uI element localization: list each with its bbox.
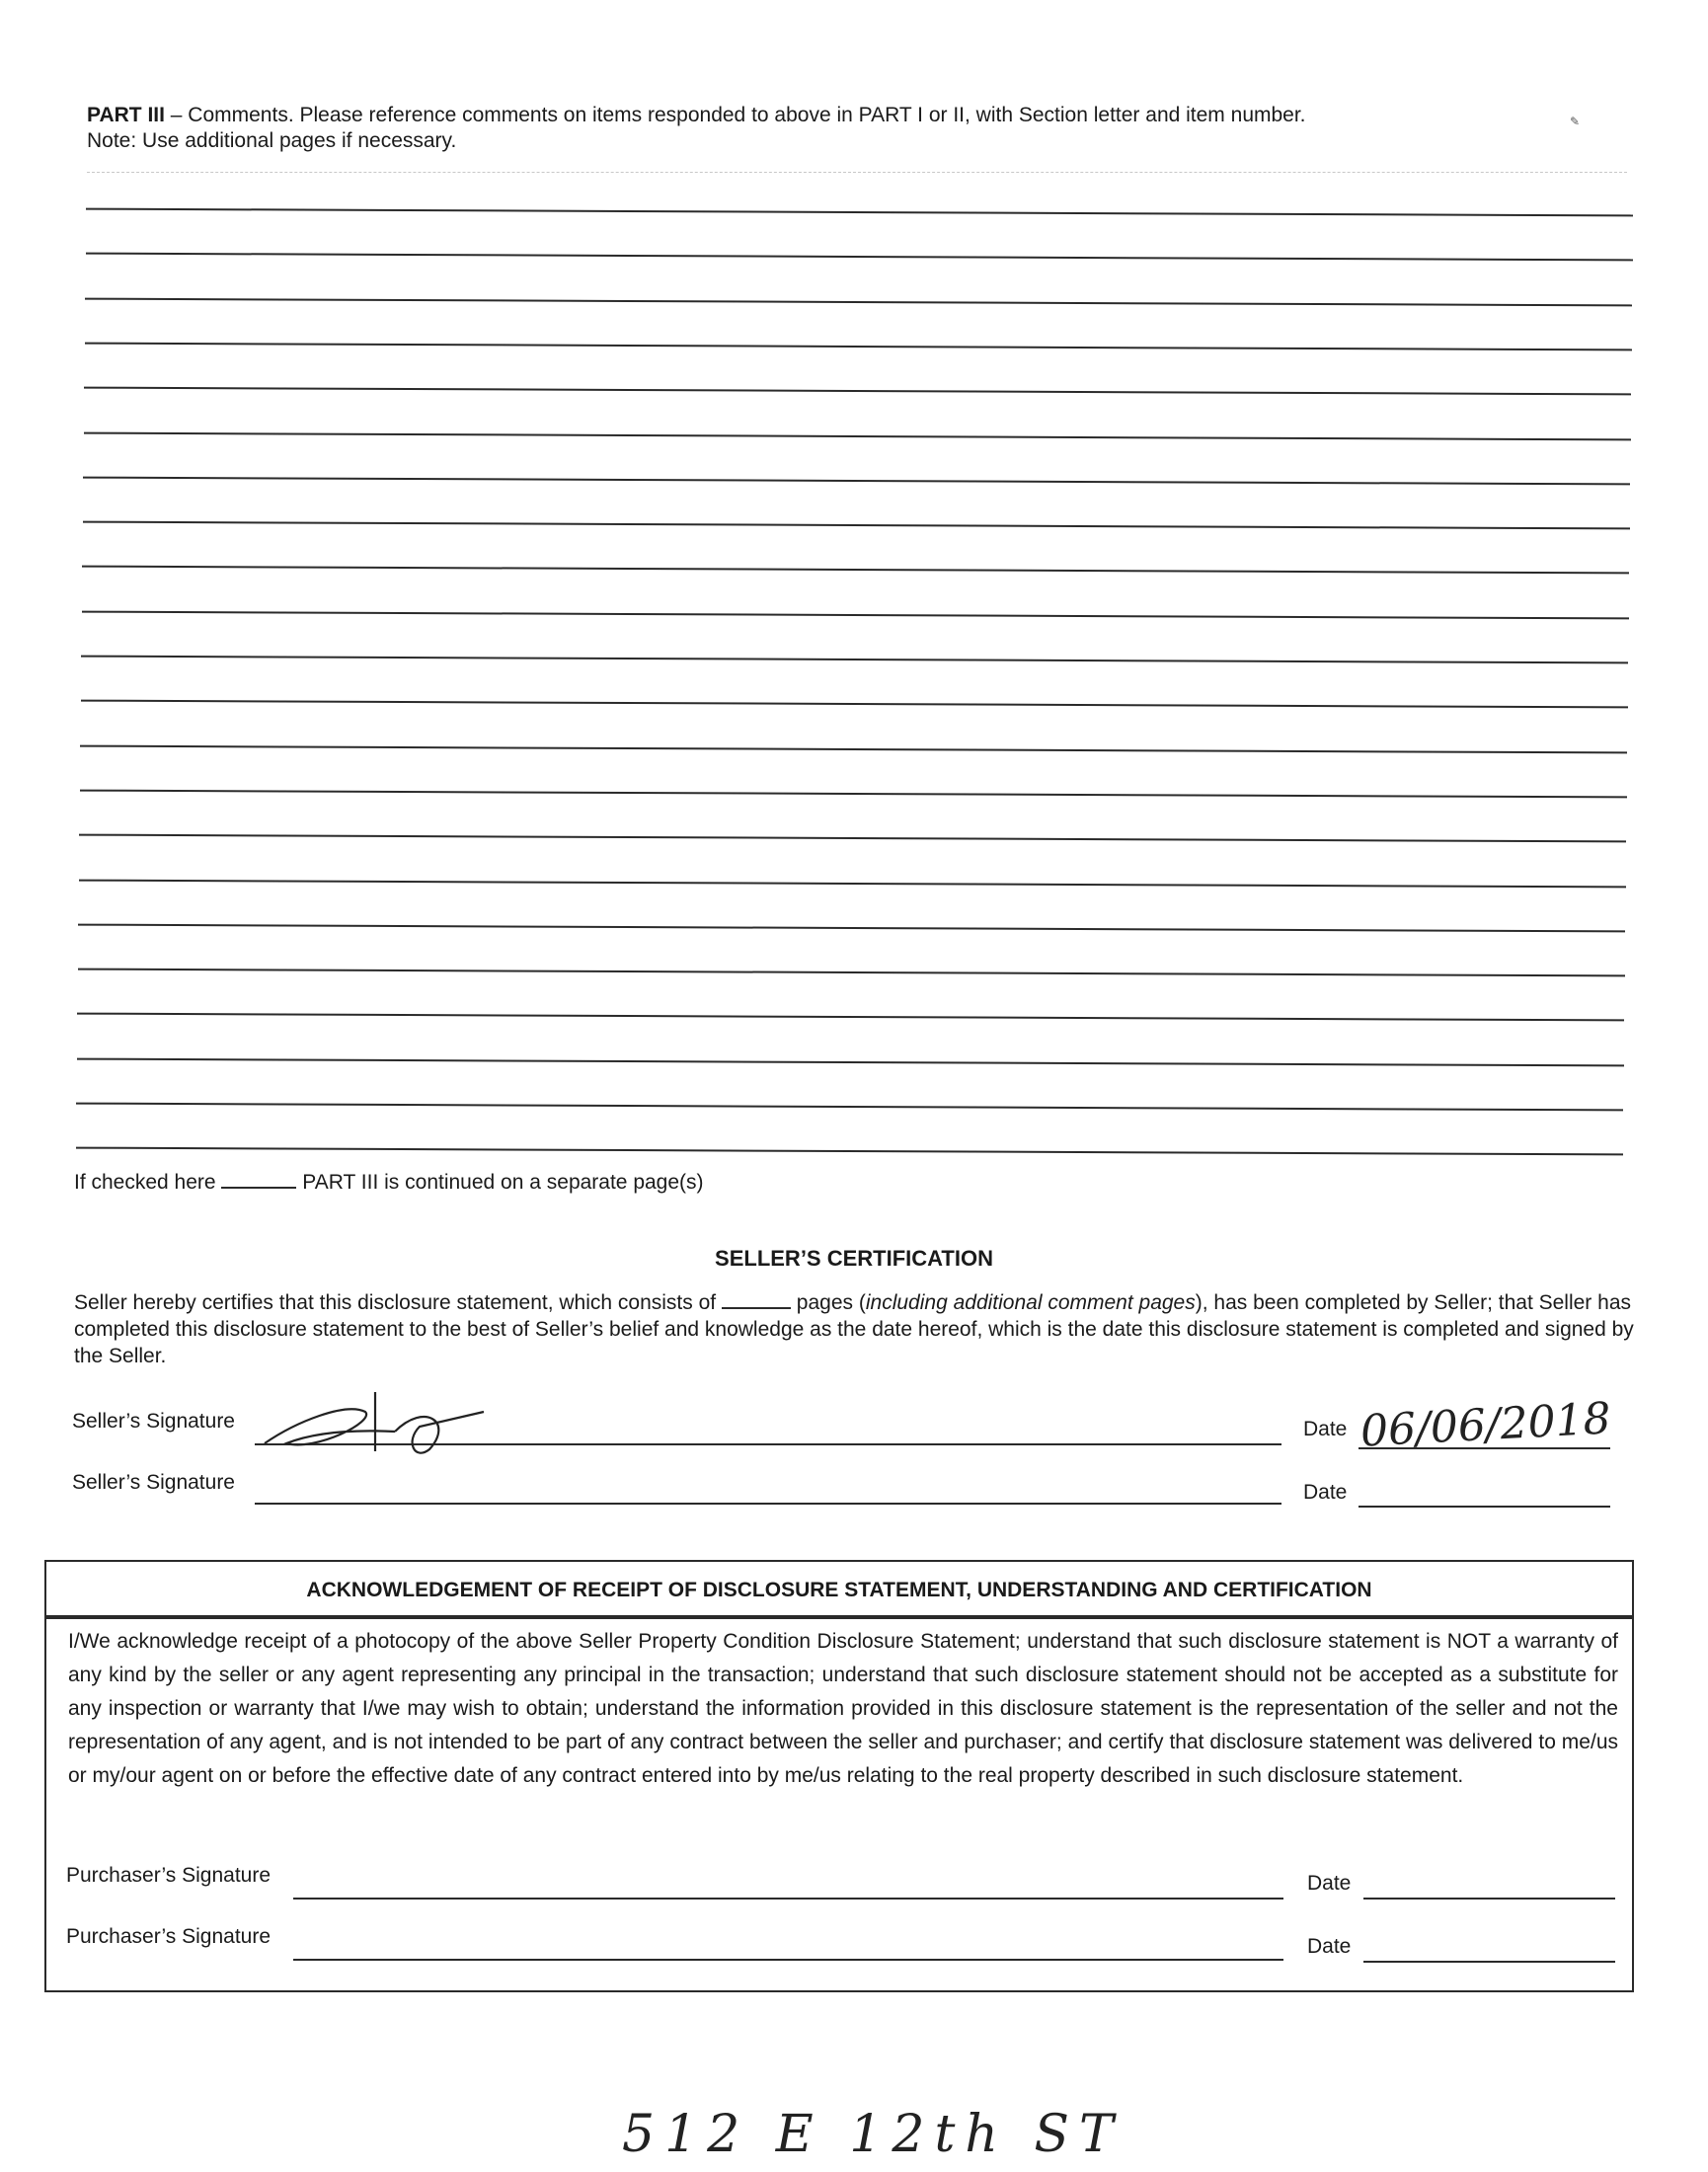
part3-label: PART III — [87, 104, 165, 126]
comment-line[interactable] — [84, 387, 1631, 396]
comment-line[interactable] — [77, 1013, 1624, 1022]
seller-signature-line-2[interactable] — [255, 1503, 1281, 1505]
seller-signature-text: GA — [257, 1369, 280, 1386]
part3-instructions: – Comments. Please reference comments on items responded to above in PART I or II, with Section letter and item number. — [164, 104, 1306, 126]
comment-line[interactable] — [79, 879, 1626, 888]
cert-text-part-1: Seller hereby certifies that this disclosure statement, which consists of — [74, 1291, 717, 1314]
comment-line[interactable] — [85, 297, 1632, 306]
comment-line[interactable] — [80, 789, 1627, 798]
purchaser-signature-label-1: Purchaser’s Signature — [66, 1864, 272, 1887]
comment-line[interactable] — [82, 610, 1629, 619]
page-count-blank[interactable] — [722, 1307, 791, 1309]
comment-line[interactable] — [77, 1057, 1624, 1066]
seller-date-value-1: 06/06/2018 — [1359, 1393, 1612, 1457]
seller-certification-title: SELLER’S CERTIFICATION — [715, 1246, 993, 1271]
purchaser-date-label-1: Date — [1307, 1872, 1352, 1895]
acknowledgement-text: I/We acknowledge receipt of a photocopy of the above Seller Property Condition Disclosure Statement; understand that such disclosure statement is NOT a warranty of any kind by the seller or any agent representing any principal in the transaction; understand that such disclosure statement should not be accepted as a substitute for any inspection or warranty that I/we may wish to obtain; understand the information provided in this disclosure statement is the representation of the seller and not the representation of any agent, and is not intended to be part of any contract between the seller and purchaser; and certify that disclosure statement was delivered to me/us or my/our agent on or before the effective date of any contract entered into by me/us relating to the real property described in such disclosure statement. — [68, 1630, 1618, 1787]
comment-line[interactable] — [83, 521, 1630, 530]
comment-line[interactable] — [81, 700, 1628, 709]
continued-suffix: PART III is continued on a separate page(s) — [302, 1171, 704, 1194]
comment-line[interactable] — [78, 923, 1625, 932]
continued-prefix: If checked here — [74, 1171, 216, 1194]
comment-line[interactable] — [80, 744, 1627, 753]
seller-signature-label-2: Seller’s Signature — [72, 1471, 235, 1494]
purchaser-signature-label-2: Purchaser’s Signature — [66, 1925, 272, 1948]
seller-signature-drawing — [257, 1369, 494, 1461]
purchaser-date-line-1[interactable] — [1363, 1898, 1615, 1900]
divider — [87, 172, 1627, 173]
acknowledgement-box — [44, 1560, 1634, 1992]
comment-line[interactable] — [86, 208, 1633, 217]
seller-date-label-1: Date — [1303, 1418, 1348, 1440]
comment-line[interactable] — [76, 1103, 1623, 1112]
acknowledgement-title: ACKNOWLEDGEMENT OF RECEIPT OF DISCLOSURE STATEMENT, UNDERSTANDING AND CERTIFICATION — [46, 1562, 1632, 1619]
seller-signature-label-1: Seller’s Signature — [72, 1410, 235, 1433]
comment-line[interactable] — [81, 656, 1628, 664]
cert-text-part-3: ), has been completed by Seller; that Seller has completed this disclosure statement to the best of Seller’s belief and knowledge as the date hereof, which is the date this disclosure statement is completed and signed by the Seller. — [74, 1291, 1634, 1367]
comment-line[interactable] — [85, 342, 1632, 350]
part3-heading — [87, 103, 1568, 154]
handwritten-address: 512 E 12th ST — [622, 2105, 1124, 2164]
purchaser-signature-line-2[interactable] — [293, 1959, 1283, 1961]
part3-note: Note: Use additional pages if necessary. — [87, 129, 457, 152]
cert-text-italic: including additional comment pages — [865, 1291, 1196, 1314]
comment-line[interactable] — [86, 253, 1633, 262]
cert-text-part-2: pages ( — [790, 1291, 866, 1314]
purchaser-signature-line-1[interactable] — [293, 1898, 1283, 1900]
comment-line[interactable] — [78, 969, 1625, 977]
continued-line — [74, 1171, 704, 1195]
comment-line[interactable] — [76, 1147, 1623, 1156]
purchaser-date-label-2: Date — [1307, 1935, 1352, 1958]
seller-date-label-2: Date — [1303, 1481, 1348, 1504]
comment-line[interactable] — [84, 431, 1631, 440]
purchaser-date-line-2[interactable] — [1363, 1961, 1615, 1963]
comment-line[interactable] — [79, 834, 1626, 843]
seller-date-line-2[interactable] — [1359, 1506, 1610, 1508]
comment-line[interactable] — [83, 476, 1630, 485]
continued-checkbox-blank[interactable] — [221, 1187, 296, 1189]
scan-mark: ✎ — [1570, 115, 1581, 128]
comment-line[interactable] — [82, 566, 1629, 575]
seller-certification-text — [74, 1289, 1634, 1369]
